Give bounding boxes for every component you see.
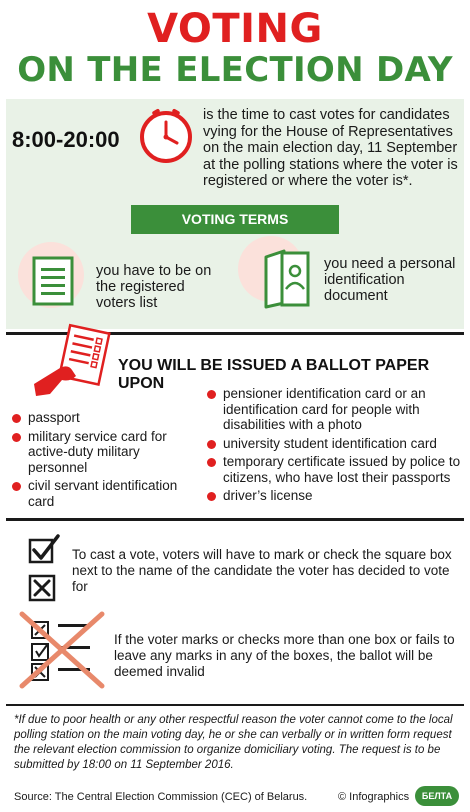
title-line-2: ON THE ELECTION DAY [17,50,453,90]
list-item: military service card for active-duty military personnel [12,429,202,476]
voting-hours: 8:00-20:00 [12,127,120,152]
document-list-icon [32,256,74,306]
term-identification-document: you need a personal identification document [324,256,456,304]
ballot-paper-icon [30,322,114,402]
ballot-heading: YOU WILL BE ISSUED A BALLOT PAPER UPON [118,357,430,392]
title-line-1: VOTING [147,6,323,52]
list-item: driver’s license [207,488,465,504]
voting-terms-heading: VOTING TERMS [131,205,339,234]
invalid-ballot-icon [18,610,106,690]
list-item: passport [12,410,202,426]
checked-box-icon [28,534,60,564]
list-item: pensioner identification card or an identification card for people with disabilities with a photo [207,386,465,433]
section-divider [6,704,464,706]
source-credit: Source: The Central Election Commission (CEC) of Belarus. [14,791,308,803]
infographics-credit: © Infographics [338,791,410,803]
document-list-left [12,410,202,512]
section-divider [6,518,464,521]
voting-hours-description: is the time to cast votes for candidates vying for the House of Representatives on the main election day, 11 September at the polling stations where the voter is registered or where the voter is*. [203,107,458,189]
bullet-dot [207,440,216,449]
term-registered-voters: you have to be on the registered voters list [96,263,212,311]
footnote: *If due to poor health or any other respectful reason the voter cannot come to the local polling station on the main voting day, he or she can verbally or in written form request the relevant election commission to organize domiciliary voting. The request is to be submitted by 18:00 on 11 September 2016. [14,714,453,771]
bullet-dot [12,482,21,491]
invalid-ballot-rule: If the voter marks or checks more than one box or fails to leave any marks in any of the boxes, the ballot will be deemed invalid [114,632,455,679]
crossed-box-icon [28,574,60,602]
list-item: university student identification card [207,436,465,452]
list-item: temporary certificate issued by police to citizens, who have lost their passports [207,454,465,485]
bullet-dot [207,390,216,399]
bullet-dot [12,414,21,423]
bullet-dot [12,433,21,442]
list-item: civil servant identification card [12,478,202,509]
document-list-right [207,386,465,507]
bullet-dot [207,492,216,501]
bullet-dot [207,458,216,467]
clock-icon [137,107,195,165]
id-booklet-icon [262,249,310,309]
belta-logo: БЕЛТА [415,786,459,806]
marking-instruction: To cast a vote, voters will have to mark or check the square box next to the name of the candidate the voter has decided to vote for [72,547,452,594]
